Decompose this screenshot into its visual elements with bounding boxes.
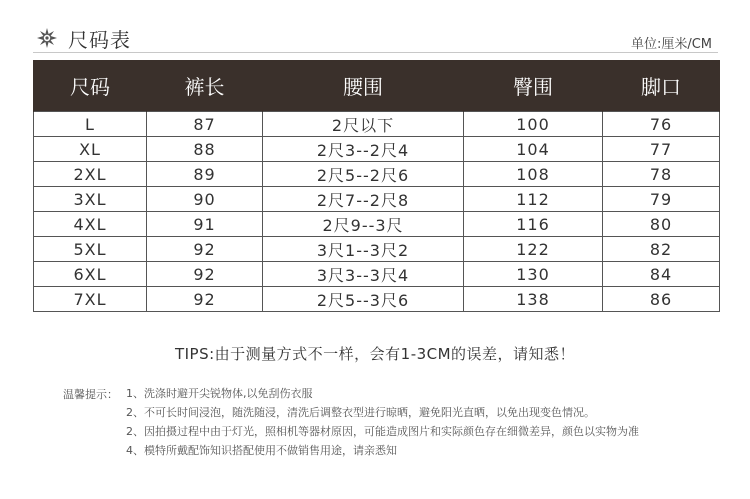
cell-size: 4XL — [34, 212, 147, 237]
column-header-hem: 脚口 — [603, 60, 720, 112]
table-row — [34, 187, 720, 212]
cell-hem: 77 — [603, 137, 720, 162]
cell-hip: 130 — [464, 262, 603, 287]
column-header-hip: 臀围 — [464, 60, 603, 112]
cell-waist: 2尺5--2尺6 — [263, 162, 464, 187]
header-divider — [33, 52, 718, 53]
table-row — [34, 162, 720, 187]
tips-text: TIPS:由于测量方式不一样，会有1-3CM的误差，请知悉！ — [174, 345, 576, 363]
cell-waist: 3尺1--3尺2 — [263, 237, 464, 262]
cell-hem: 86 — [603, 287, 720, 312]
cell-length: 92 — [147, 237, 263, 262]
cell-size: 2XL — [34, 162, 147, 187]
unit-label: 单位:厘米/CM — [630, 37, 712, 52]
cell-hip: 116 — [464, 212, 603, 237]
cell-hip: 108 — [464, 162, 603, 187]
cell-length: 90 — [147, 187, 263, 212]
page-title: 尺码表 — [68, 28, 131, 52]
table-row — [34, 112, 720, 137]
column-header-waist: 腰围 — [263, 60, 464, 112]
page-header — [0, 0, 750, 56]
cell-waist: 2尺7--2尺8 — [263, 187, 464, 212]
note-item: 2、不可长时间浸泡，随洗随浸，清洗后调整衣型进行晾晒，避免阳光直晒，以免出现变色情况。 — [126, 406, 595, 419]
cell-hip: 138 — [464, 287, 603, 312]
cell-hem: 79 — [603, 187, 720, 212]
column-header-size: 尺码 — [34, 60, 147, 112]
table-row — [34, 137, 720, 162]
notes-list — [126, 386, 746, 462]
cell-hem: 80 — [603, 212, 720, 237]
table-row — [34, 212, 720, 237]
notes-label: 温馨提示： — [63, 388, 118, 401]
cell-waist: 2尺5--3尺6 — [263, 287, 464, 312]
cell-hip: 100 — [464, 112, 603, 137]
cell-hem: 78 — [603, 162, 720, 187]
cell-size: L — [34, 112, 147, 137]
cell-size: XL — [34, 137, 147, 162]
note-item: 1、洗涤时避开尖锐物体,以免刮伤衣服 — [126, 387, 313, 400]
cell-hip: 104 — [464, 137, 603, 162]
cell-size: 7XL — [34, 287, 147, 312]
cell-hem: 84 — [603, 262, 720, 287]
cell-length: 92 — [147, 287, 263, 312]
cell-length: 89 — [147, 162, 263, 187]
gear-flower-icon — [36, 27, 58, 49]
cell-hem: 82 — [603, 237, 720, 262]
cell-hem: 76 — [603, 112, 720, 137]
cell-hip: 122 — [464, 237, 603, 262]
cell-waist: 3尺3--3尺4 — [263, 262, 464, 287]
table-row — [34, 287, 720, 312]
size-table-container — [33, 60, 719, 312]
size-table — [33, 60, 720, 312]
cell-size: 5XL — [34, 237, 147, 262]
cell-waist: 2尺3--2尺4 — [263, 137, 464, 162]
column-header-length: 裤长 — [147, 60, 263, 112]
cell-length: 91 — [147, 212, 263, 237]
table-row — [34, 262, 720, 287]
cell-waist: 2尺9--3尺 — [263, 212, 464, 237]
cell-length: 87 — [147, 112, 263, 137]
cell-length: 88 — [147, 137, 263, 162]
table-row — [34, 237, 720, 262]
cell-size: 6XL — [34, 262, 147, 287]
cell-hip: 112 — [464, 187, 603, 212]
cell-size: 3XL — [34, 187, 147, 212]
note-item: 2、因拍摄过程中由于灯光，照相机等器材原因，可能造成图片和实际颜色存在细微差异，颜色以实物为准 — [126, 425, 639, 438]
note-item: 4、模特所戴配饰知识搭配使用不做销售用途，请亲悉知 — [126, 444, 397, 457]
cell-waist: 2尺以下 — [263, 112, 464, 137]
table-header-row — [34, 60, 720, 112]
cell-length: 92 — [147, 262, 263, 287]
